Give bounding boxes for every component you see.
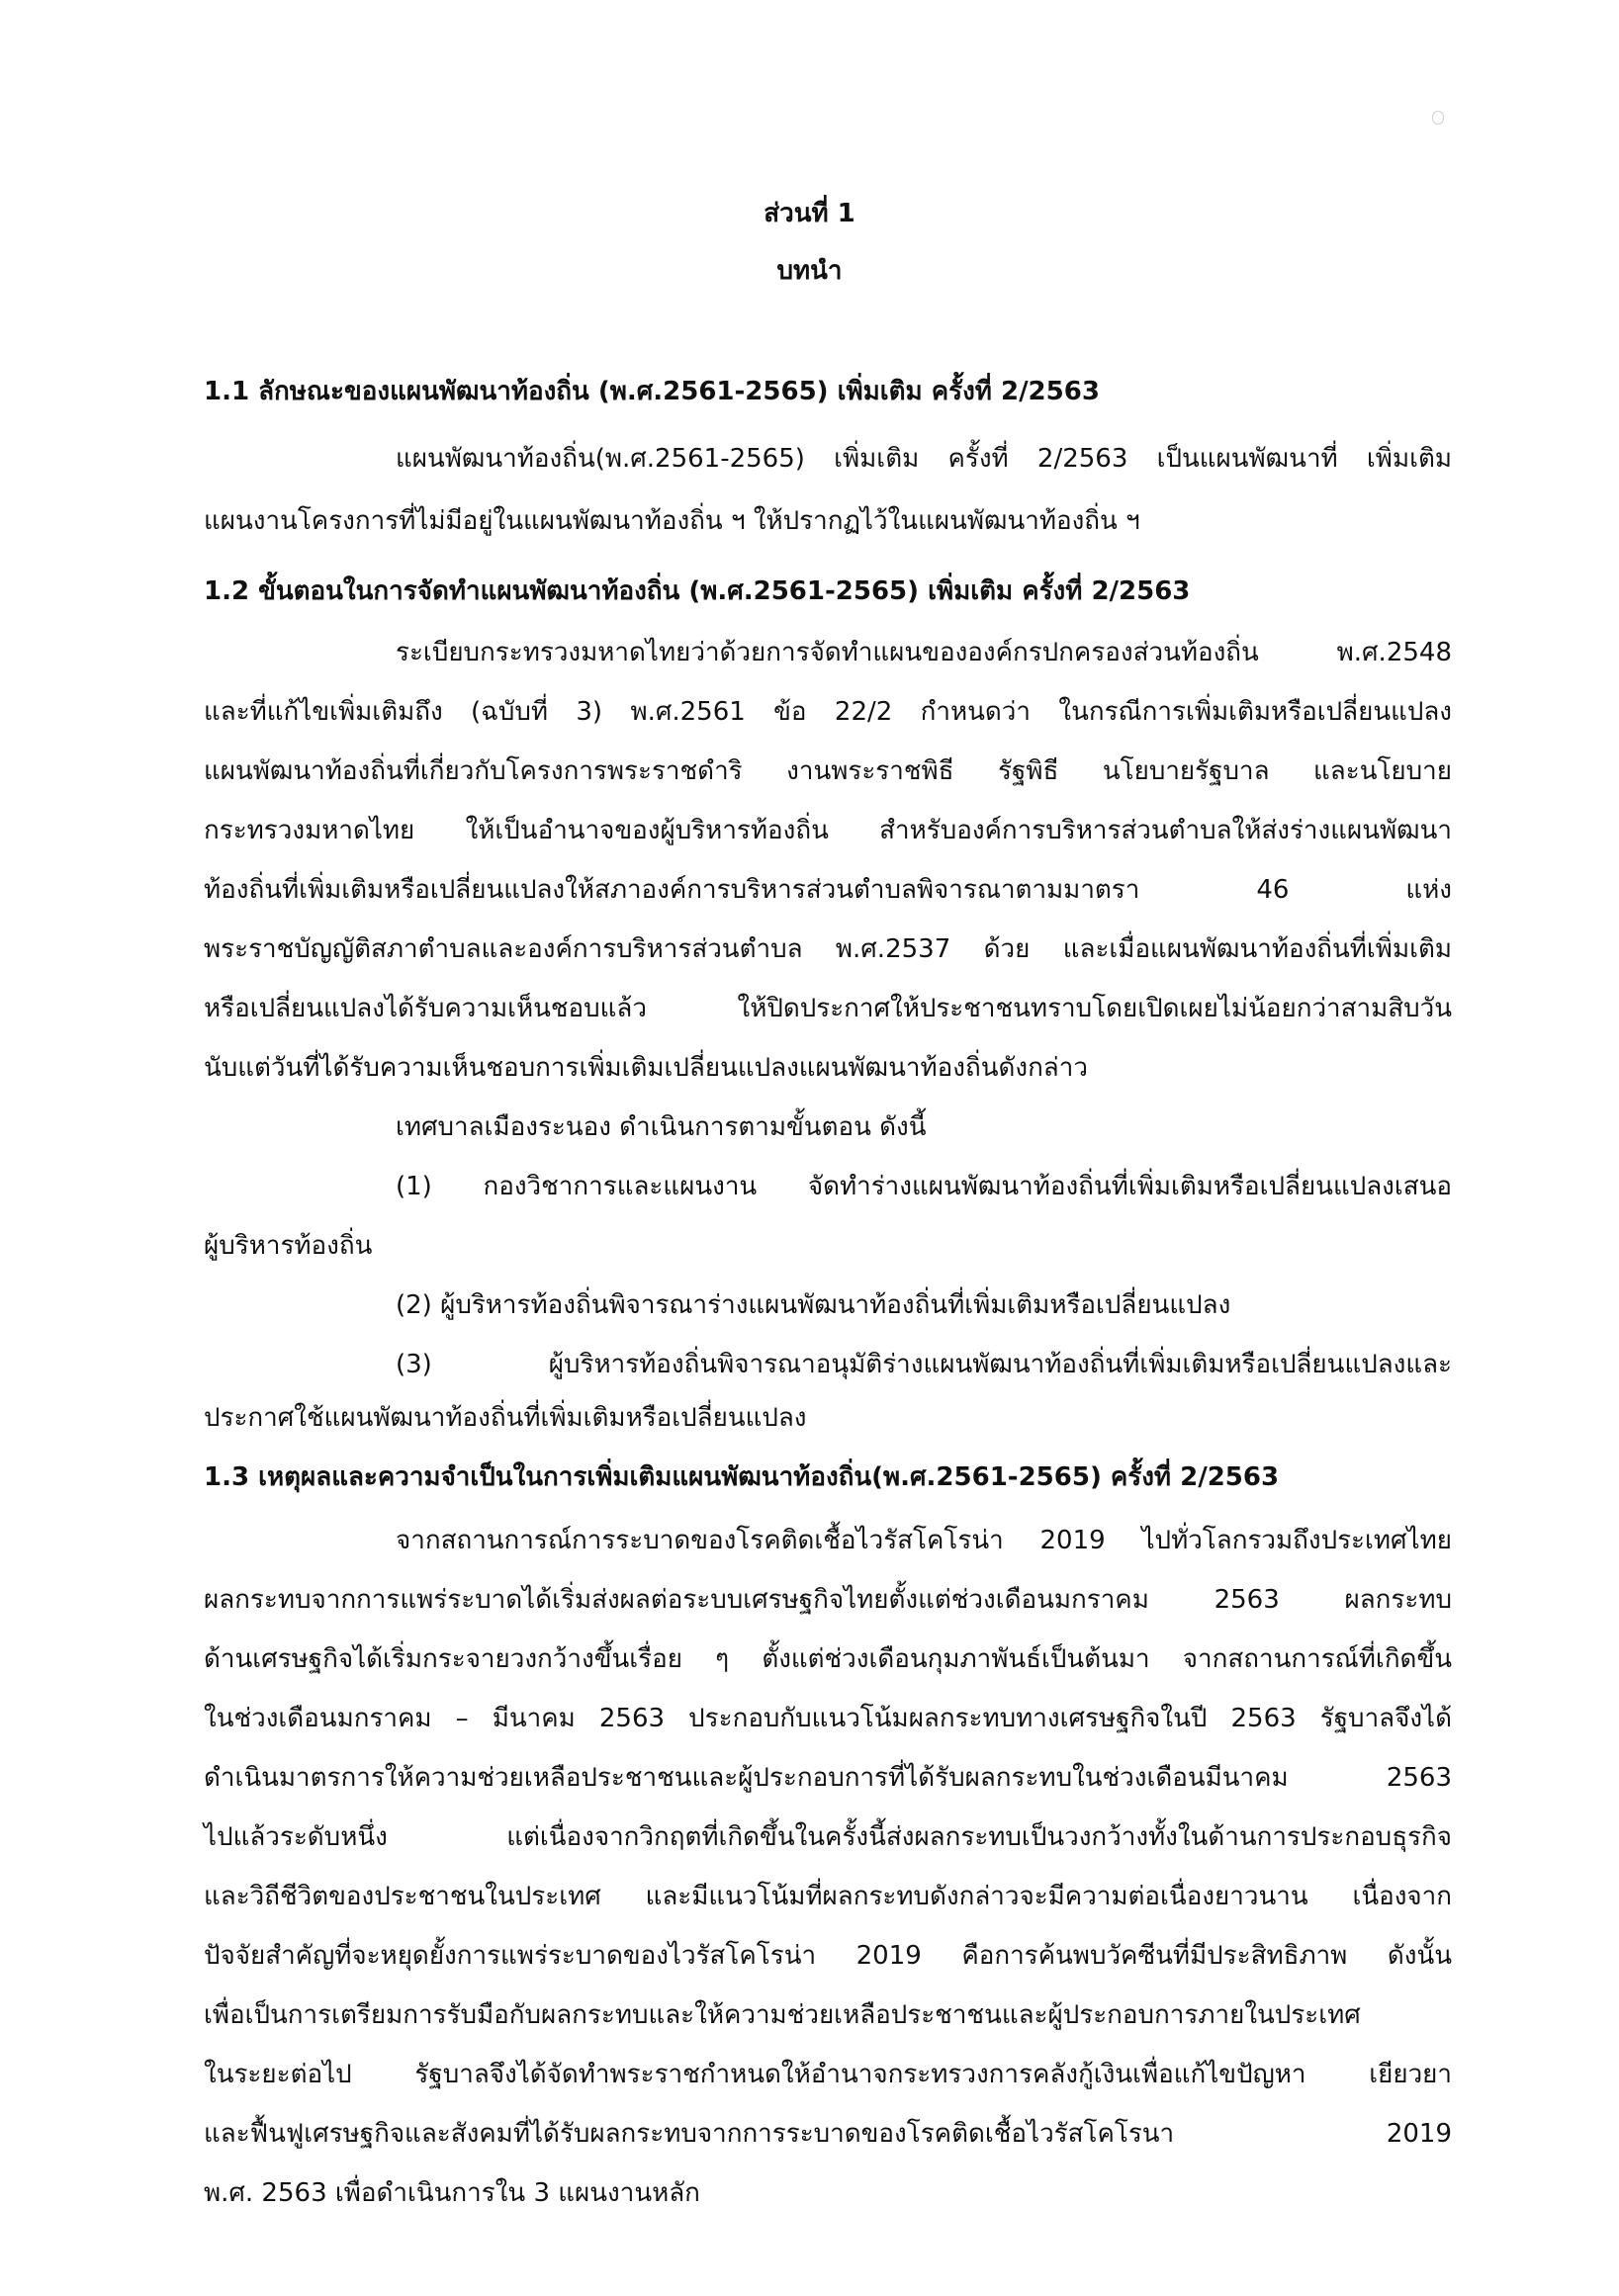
paragraph-line: ระเบียบกระทรวงมหาดไทยว่าด้วยการจัดทำแผนขององค์กรปกครองส่วนท้องถิ่น พ.ศ.2548 xyxy=(396,638,1452,667)
paragraph-line: แผนงานโครงการที่ไม่มีอยู่ในแผนพัฒนาท้องถิ่น ฯ ให้ปรากฏไว้ในแผนพัฒนาท้องถิ่น ฯ xyxy=(204,506,1140,536)
scan-artifact-mark xyxy=(1432,111,1444,125)
paragraph-line: ไปแล้วระดับหนึ่ง แต่เนื่องจากวิกฤตที่เกิดขึ้นในครั้งนี้ส่งผลกระทบเป็นวงกว้างทั้งในด้านการประกอบธุรกิจ xyxy=(204,1822,1452,1852)
paragraph-line: ดำเนินมาตรการให้ความช่วยเหลือประชาชนและผู้ประกอบการที่ได้รับผลกระทบในช่วงเดือนมีนาคม 2563 xyxy=(204,1763,1452,1793)
paragraph-line: แผนพัฒนาท้องถิ่นที่เกี่ยวกับโครงการพระราชดำริ งานพระราชพิธี รัฐพิธี นโยบายรัฐบาล และนโยบาย xyxy=(204,756,1452,786)
paragraph-line: และที่แก้ไขเพิ่มเติมถึง (ฉบับที่ 3) พ.ศ.2561 ข้อ 22/2 กำหนดว่า ในกรณีการเพิ่มเติมหรือเปลี่ยนแปลง xyxy=(204,697,1452,727)
part-title: ส่วนที่ 1 xyxy=(764,199,855,228)
section-1-3-heading: 1.3 เหตุผลและความจำเป็นในการเพิ่มเติมแผนพัฒนาท้องถิ่น(พ.ศ.2561-2565) ครั้งที่ 2/2563 xyxy=(204,1462,1280,1492)
paragraph-line: ปัจจัยสำคัญที่จะหยุดยั้งการแพร่ระบาดของไวรัสโคโรน่า 2019 คือการค้นพบวัคซีนที่มีประสิทธิภาพ ดังนั้น xyxy=(204,1941,1452,1971)
list-item-2: (2) ผู้บริหารท้องถิ่นพิจารณาร่างแผนพัฒนาท้องถิ่นที่เพิ่มเติมหรือเปลี่ยนแปลง xyxy=(396,1290,1231,1320)
paragraph-line: ในระยะต่อไป รัฐบาลจึงได้จัดทำพระราชกำหนดให้อำนาจกระทรวงการคลังกู้เงินเพื่อแก้ไขปัญหา เยียวยา xyxy=(204,2060,1452,2089)
paragraph-line: ในช่วงเดือนมกราคม – มีนาคม 2563 ประกอบกับแนวโน้มผลกระทบทางเศรษฐกิจในปี 2563 รัฐบาลจึงได้ xyxy=(204,1704,1452,1733)
paragraph-line: และวิถีชีวิตของประชาชนในประเทศ และมีแนวโน้มที่ผลกระทบดังกล่าวจะมีความต่อเนื่องยาวนาน เนื่องจาก xyxy=(204,1882,1452,1911)
section-1-2-heading: 1.2 ขั้นตอนในการจัดทำแผนพัฒนาท้องถิ่น (พ.ศ.2561-2565) เพิ่มเติม ครั้งที่ 2/2563 xyxy=(204,576,1191,606)
paragraph-line: กระทรวงมหาดไทย ให้เป็นอำนาจของผู้บริหารท้องถิ่น สำหรับองค์การบริหารส่วนตำบลให้ส่งร่างแผนพัฒนา xyxy=(204,816,1452,845)
paragraph-line: ด้านเศรษฐกิจได้เริ่มกระจายวงกว้างขึ้นเรื่อย ๆ ตั้งแต่ช่วงเดือนกุมภาพันธ์เป็นต้นมา จากสถานการณ์ที่เกิดขึ้น xyxy=(204,1644,1452,1674)
paragraph-line: พ.ศ. 2563 เพื่อดำเนินการใน 3 แผนงานหลัก xyxy=(204,2178,700,2208)
list-item-3: (3) ผู้บริหารท้องถิ่นพิจารณาอนุมัติร่างแผนพัฒนาท้องถิ่นที่เพิ่มเติมหรือเปลี่ยนแปลงและ xyxy=(396,1350,1452,1379)
list-item-1: (1) กองวิชาการและแผนงาน จัดทำร่างแผนพัฒนาท้องถิ่นที่เพิ่มเติมหรือเปลี่ยนแปลงเสนอ xyxy=(396,1172,1452,1201)
paragraph-line: เทศบาลเมืองระนอง ดำเนินการตามขั้นตอน ดังนี้ xyxy=(396,1112,927,1142)
list-item-1-cont: ผู้บริหารท้องถิ่น xyxy=(204,1231,373,1261)
part-subtitle: บทนำ xyxy=(776,256,843,286)
paragraph-line: เพื่อเป็นการเตรียมการรับมือกับผลกระทบและให้ความช่วยเหลือประชาชนและผู้ประกอบการภายในประเทศ xyxy=(204,2000,1361,2030)
paragraph-line: ผลกระทบจากการแพร่ระบาดได้เริ่มส่งผลต่อระบบเศรษฐกิจไทยตั้งแต่ช่วงเดือนมกราคม 2563 ผลกระทบ xyxy=(204,1585,1452,1615)
paragraph-line: แผนพัฒนาท้องถิ่น(พ.ศ.2561-2565) เพิ่มเติม ครั้งที่ 2/2563 เป็นแผนพัฒนาที่ เพิ่มเติม xyxy=(396,444,1452,474)
paragraph-line: และฟื้นฟูเศรษฐกิจและสังคมที่ได้รับผลกระทบจากการระบาดของโรคติดเชื้อไวรัสโคโรนา 2019 xyxy=(204,2119,1452,2149)
paragraph-line: นับแต่วันที่ได้รับความเห็นชอบการเพิ่มเติมเปลี่ยนแปลงแผนพัฒนาท้องถิ่นดังกล่าว xyxy=(204,1053,1088,1083)
paragraph-line: หรือเปลี่ยนแปลงได้รับความเห็นชอบแล้ว ให้ปิดประกาศให้ประชาชนทราบโดยเปิดเผยไม่น้อยกว่าสามสิบวัน xyxy=(204,994,1452,1023)
paragraph-line: ท้องถิ่นที่เพิ่มเติมหรือเปลี่ยนแปลงให้สภาองค์การบริหารส่วนตำบลพิจารณาตามมาตรา 46 แห่ง xyxy=(204,875,1452,905)
list-item-3-cont: ประกาศใช้แผนพัฒนาท้องถิ่นที่เพิ่มเติมหรือเปลี่ยนแปลง xyxy=(204,1403,807,1433)
paragraph-line: พระราชบัญญัติสภาตำบลและองค์การบริหารส่วนตำบล พ.ศ.2537 ด้วย และเมื่อแผนพัฒนาท้องถิ่นที่เพิ่มเติม xyxy=(204,934,1452,964)
section-1-1-heading: 1.1 ลักษณะของแผนพัฒนาท้องถิ่น (พ.ศ.2561-2565) เพิ่มเติม ครั้งที่ 2/2563 xyxy=(204,377,1100,406)
paragraph-line: จากสถานการณ์การระบาดของโรคติดเชื้อไวรัสโคโรน่า 2019 ไปทั่วโลกรวมถึงประเทศไทย xyxy=(396,1526,1452,1555)
